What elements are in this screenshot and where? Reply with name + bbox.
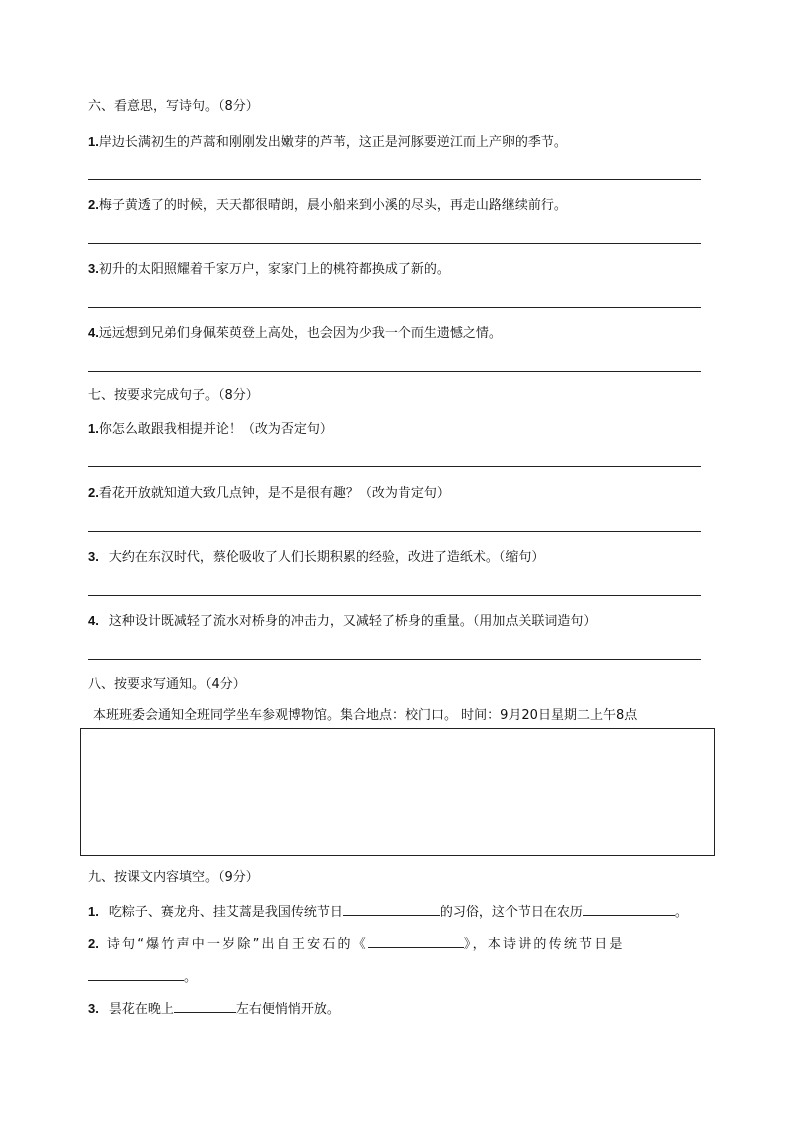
s7-question-2	[88, 484, 450, 503]
notice-prompt: 本班班委会通知全班同学坐车参观博物馆。集合地点：校门口。 时间：9月20日星期二上午8点	[93, 708, 638, 723]
question-text: 左右便悄悄开放。	[235, 1002, 340, 1017]
s9-question-2-cont	[88, 966, 197, 987]
s9-question-1	[88, 901, 688, 922]
question-text: 。	[184, 970, 198, 985]
question-number: 2.	[88, 485, 99, 500]
question-text: 看花开放就知道大致几点钟，是不是很有趣？（改为肯定句）	[98, 486, 450, 501]
question-number: 3.	[88, 1001, 99, 1016]
answer-line[interactable]	[88, 179, 701, 180]
question-text: 远远想到兄弟们身佩茱萸登上高处，也会因为少我一个而生遗憾之情。	[98, 326, 502, 341]
answer-line[interactable]	[88, 307, 701, 308]
question-text: 的习俗，这个节日在农历	[439, 905, 583, 920]
question-number: 4.	[88, 325, 99, 340]
question-text: 初升的太阳照耀着千家万户，家家门上的桃符都换成了新的。	[98, 262, 450, 277]
s7-question-4	[88, 612, 596, 631]
s6-question-2	[88, 196, 567, 215]
notice-writing-box[interactable]	[80, 728, 715, 856]
fill-blank[interactable]	[174, 998, 236, 1013]
section-7-heading: 七、按要求完成句子。（8分）	[88, 388, 259, 403]
question-text: 梅子黄透了的时候，天天都很晴朗，晨小船来到小溪的尽头，再走山路继续前行。	[98, 198, 567, 213]
answer-line[interactable]	[88, 531, 701, 532]
question-number: 4.	[88, 613, 99, 628]
question-number: 1.	[88, 904, 99, 919]
s6-question-4	[88, 324, 502, 343]
question-text: 诗句“爆竹声中一岁除”出自王安石的《	[106, 937, 368, 952]
question-text: 大约在东汉时代，蔡伦吸收了人们长期积累的经验，改进了造纸术。（缩句）	[108, 550, 545, 565]
question-text: 你怎么敢跟我相提并论！（改为否定句）	[98, 422, 333, 437]
question-number: 3.	[88, 549, 99, 564]
question-number: 1.	[88, 421, 99, 436]
section-8-heading: 八、按要求写通知。（4分）	[88, 677, 246, 692]
question-number: 1.	[88, 134, 99, 149]
question-text: 吃粽子、赛龙舟、挂艾蒿是我国传统节日	[108, 905, 343, 920]
answer-line[interactable]	[88, 371, 701, 372]
answer-line[interactable]	[88, 659, 701, 660]
fill-blank[interactable]	[368, 933, 464, 948]
section-9-heading: 九、按课文内容填空。（9分）	[88, 870, 259, 885]
question-text: 岸边长满初生的芦蒿和刚刚发出嫩芽的芦苇，这正是河豚要逆江而上产卵的季节。	[98, 135, 567, 150]
s9-question-3	[88, 998, 340, 1019]
question-number: 2.	[88, 197, 99, 212]
answer-line[interactable]	[88, 243, 701, 244]
fill-blank[interactable]	[343, 901, 440, 916]
question-text: 这种设计既减轻了流水对桥身的冲击力，又减轻了桥身的重量。（用加点关联词造句）	[108, 614, 597, 629]
answer-line[interactable]	[88, 466, 701, 467]
question-number: 3.	[88, 261, 99, 276]
question-text: 。	[674, 905, 688, 920]
s7-question-1	[88, 420, 333, 439]
answer-line[interactable]	[88, 595, 701, 596]
s9-question-2	[88, 933, 625, 954]
s7-question-3	[88, 548, 544, 567]
fill-blank[interactable]	[88, 966, 184, 981]
section-6-heading: 六、看意思，写诗句。（8分）	[88, 99, 259, 114]
question-text: 》，本诗讲的传统节日是	[463, 937, 625, 952]
question-text: 昙花在晚上	[108, 1002, 174, 1017]
s6-question-1	[88, 133, 567, 152]
question-number: 2.	[88, 936, 99, 951]
fill-blank[interactable]	[583, 901, 675, 916]
s6-question-3	[88, 260, 450, 279]
